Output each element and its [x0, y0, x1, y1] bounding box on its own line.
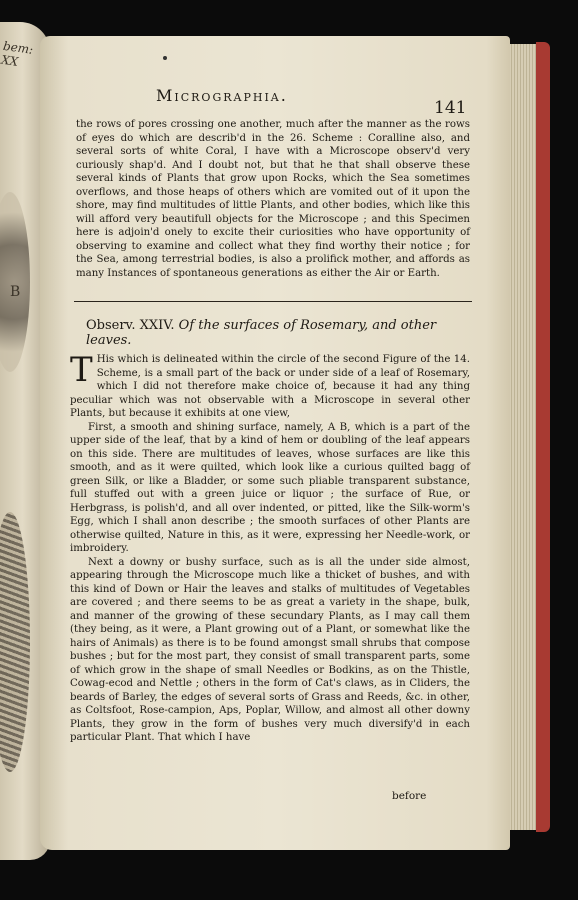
observation-heading: [86, 318, 466, 348]
paragraph-3: Next a downy or bushy surface, such as is all the under side almost, appearing through the Microscope much like a thicket of bushes, and with this kind of Down or Hair the leaves and stalks of multitudes of Vegetables are covered ; and there seems to be as great a variety in the shape, bulk, and manner of the growing of these secundary Plants, as I may call them (they being, as it were, a Plant growing out of a Plant, or somewhat like the hairs of Animals) as there is to be found amongst small shrubs that compose bushes ; but for the most part, they consist of small transparent parts, some of which grow in the shape of small Needles or Bodkins, as on the Thistle, Cowag-ecod and Nettle ; others in the form of Cat's claws, as in Cliders, the beards of Barley, the edges of several sorts of Grass and Reeds, &c. in other, as Coltsfoot, Rose-campion, Aps, Poplar, Willow, and almost all other downy Plants, they grow in the form of bushes very much diversify'd in each particular Plant. That which I have: [70, 556, 470, 743]
paragraph-2: First, a smooth and shining surface, namely, A B, which is a part of the upper side of the leaf, that by a kind of hem or doubling of the leaf appears on this side. There are multitudes of leaves, whose surfaces are like this smooth, and as it were quilted, which look like a curious quilted bagg of green Silk, or like a Bladder, or some such pliable transparent substance, full stuffed out with a green juice or liquor ; the surface of Rue, or Herbgrass, is polish'd, and all over indented, or pitted, like the Silk-worm's Egg, which I shall anon describe ; the smooth surfaces of other Plants are otherwise quilted, Nature in this, as it were, expressing her Needle-work, or imbroidery.: [70, 421, 470, 554]
section-divider: [74, 301, 472, 302]
catchword: before: [392, 790, 427, 802]
observation-body: [70, 350, 470, 745]
ink-speck: [163, 56, 167, 60]
intro-paragraph: the rows of pores crossing one another, much after the manner as the rows of eyes do which are describ'd in the 26. Scheme : Coralline also, and several sorts of white Coral, I have with a Microscope observ'd very curiously shap'd. And I doubt not, but that he that shall observe these several kinds of Plants that grow upon Rocks, which the Sea sometimes overflows, and those heaps of others which are vomited out of it upon the shore, may find multitudes of little Plants, and other bodies, which like this will afford very beautifull objects for the Microscope ; and this Specimen here is adjoin'd onely to excite their curiosities who have opportunity of observing to examine and collect what they find worthy their notice ; for the Sea, among terrestrial bodies, is also a prolifick mother, and affords as many Instances of spontaneous generations as either the Air or Earth.: [76, 119, 470, 279]
observation-title: Of the surfaces of Rosemary, and other leaves.: [86, 318, 437, 348]
running-head: Micrographia.: [156, 86, 288, 105]
book-cover-board: [536, 42, 550, 832]
page-number: 141: [434, 98, 467, 118]
engraving-fragment-upper: [0, 192, 30, 372]
paragraph-1: [70, 350, 470, 421]
engraving-letter-mark: B: [10, 284, 21, 300]
facing-page-tab-text: bem: XX: [0, 38, 35, 69]
paragraph-1-text: His which is delineated within the circle of the second Figure of the 14. Scheme, is a small part of the back or under side of a leaf of Rosemary, which I did not therefore make choice of, because it had any thing peculiar which was not observable with a Microscope in several other Plants, but because it exhibits at one view,: [70, 354, 470, 419]
engraving-fragment-lower: [0, 512, 30, 772]
drop-cap: T: [70, 350, 93, 390]
observation-number: Observ. XXIV.: [86, 318, 175, 333]
